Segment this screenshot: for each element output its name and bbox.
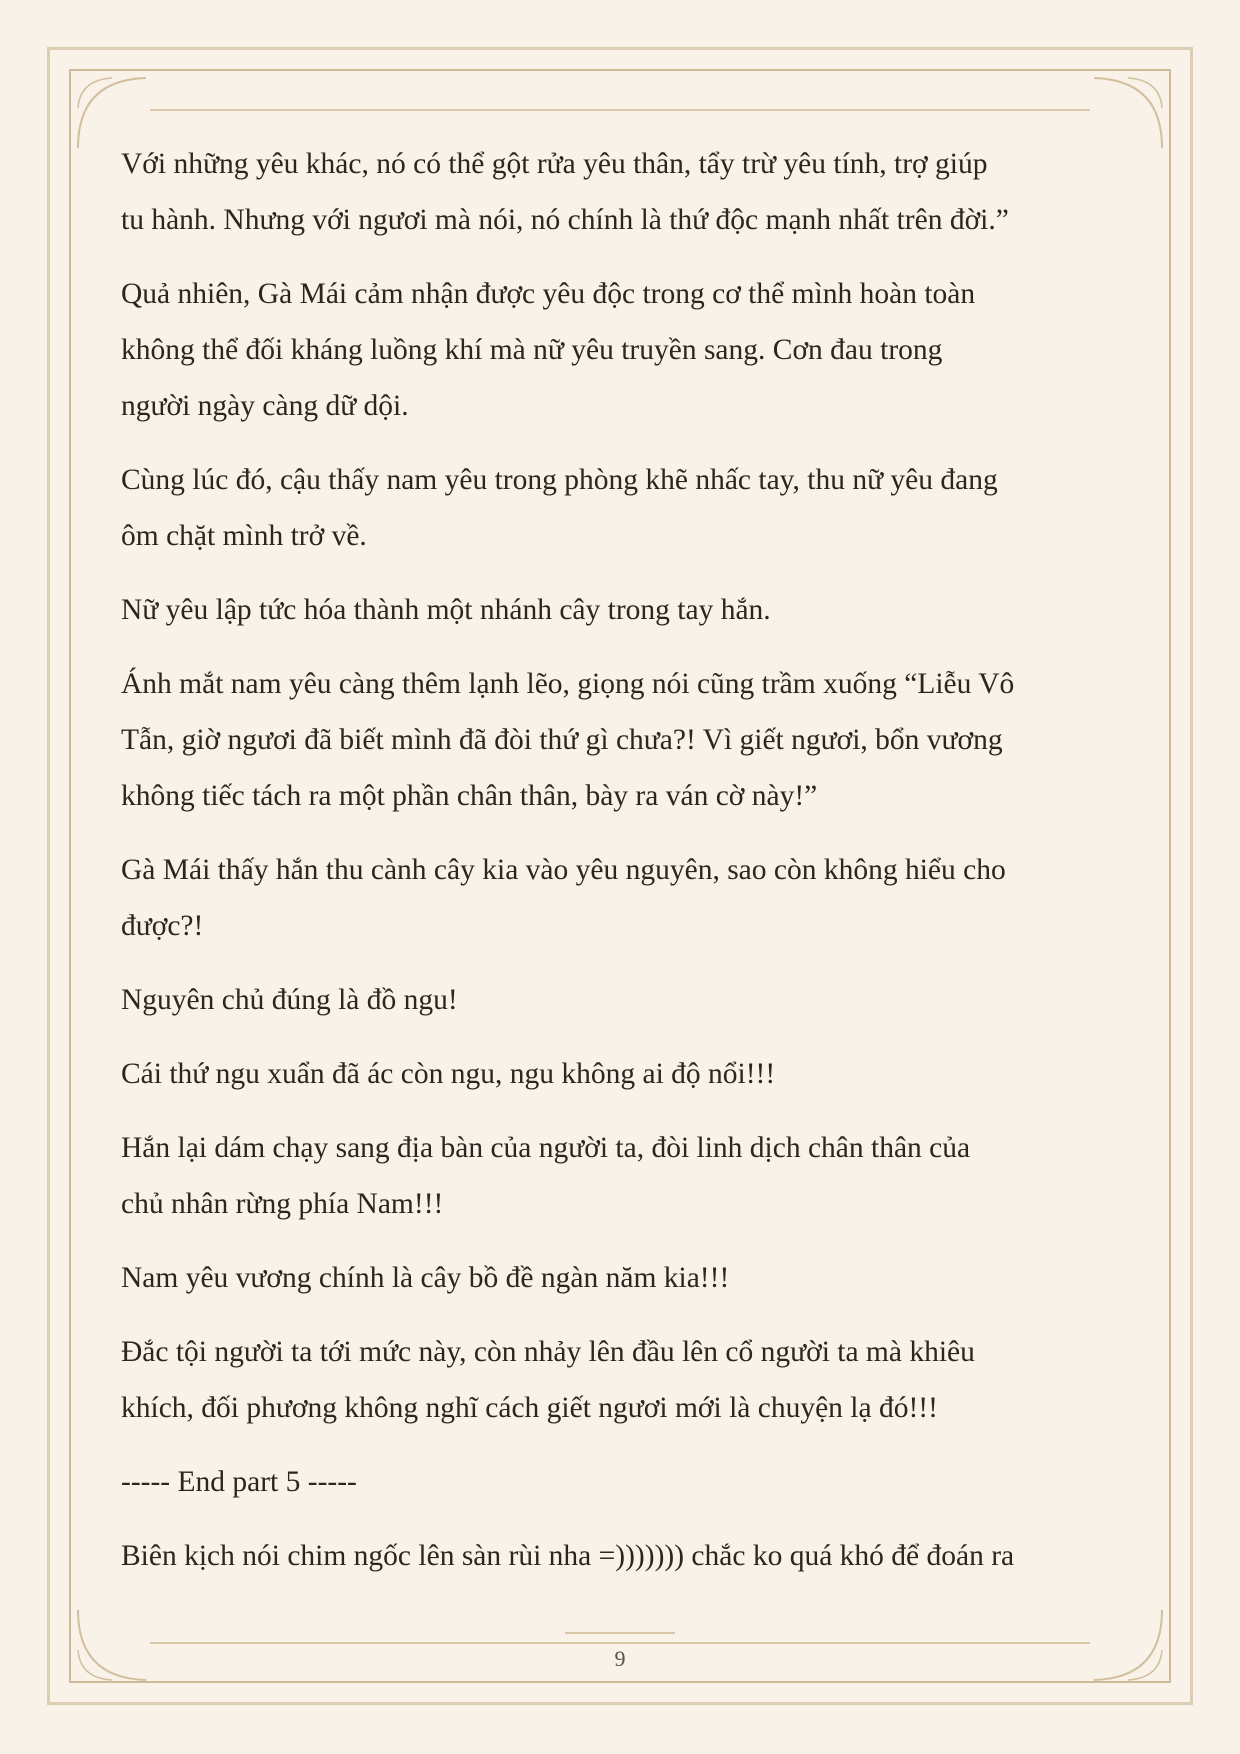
text-line: Biên kịch nói chim ngốc lên sàn rùi nha =))))))) chắc ko quá khó để đoán ra — [121, 1540, 1015, 1572]
text-line: Ánh mắt nam yêu càng thêm lạnh lẽo, giọng nói cũng trầm xuống “Liễu Vô — [121, 668, 1015, 700]
text-line: Gà Mái thấy hắn thu cành cây kia vào yêu nguyên, sao còn không hiểu cho — [121, 854, 1006, 886]
footer-short-rule — [565, 1632, 675, 1634]
text-line: được?! — [121, 910, 204, 942]
text-line: Với những yêu khác, nó có thể gột rửa yêu thân, tẩy trừ yêu tính, trợ giúp — [121, 148, 988, 180]
text-line: ôm chặt mình trở về. — [121, 520, 367, 552]
text-line: Đắc tội người ta tới mức này, còn nhảy lên đầu lên cổ người ta mà khiêu — [121, 1336, 975, 1368]
text-line: không thể đối kháng luồng khí mà nữ yêu truyền sang. Cơn đau trong — [121, 334, 943, 366]
text-line: Quả nhiên, Gà Mái cảm nhận được yêu độc trong cơ thể mình hoàn toàn — [121, 278, 976, 310]
text-line: người ngày càng dữ dội. — [121, 390, 409, 422]
text-line: tu hành. Nhưng với ngươi mà nói, nó chính là thứ độc mạnh nhất trên đời.” — [121, 204, 1009, 236]
text-line: khích, đối phương không nghĩ cách giết ngươi mới là chuyện lạ đó!!! — [121, 1392, 938, 1424]
text-line: không tiếc tách ra một phần chân thân, bày ra ván cờ này!” — [121, 780, 818, 812]
footer-rule — [150, 1642, 1090, 1644]
text-line: chủ nhân rừng phía Nam!!! — [121, 1188, 444, 1220]
corner-ornament-top-right-icon — [1084, 76, 1164, 156]
text-line: Nguyên chủ đúng là đồ ngu! — [121, 984, 458, 1016]
text-line: Hắn lại dám chạy sang địa bàn của người ta, đòi linh dịch chân thân của — [121, 1132, 971, 1164]
header-rule — [150, 109, 1090, 111]
text-line: Cái thứ ngu xuẩn đã ác còn ngu, ngu không ai độ nổi!!! — [121, 1058, 776, 1090]
text-line: ----- End part 5 ----- — [121, 1466, 357, 1498]
text-line: Cùng lúc đó, cậu thấy nam yêu trong phòng khẽ nhấc tay, thu nữ yêu đang — [121, 464, 998, 496]
page-number: 9 — [614, 1646, 626, 1671]
text-line: Nữ yêu lập tức hóa thành một nhánh cây trong tay hắn. — [121, 594, 771, 626]
text-line: Nam yêu vương chính là cây bồ đề ngàn năm kia!!! — [121, 1262, 730, 1294]
text-line: Tẫn, giờ ngươi đã biết mình đã đòi thứ gì chưa?! Vì giết ngươi, bổn vương — [121, 724, 1003, 756]
